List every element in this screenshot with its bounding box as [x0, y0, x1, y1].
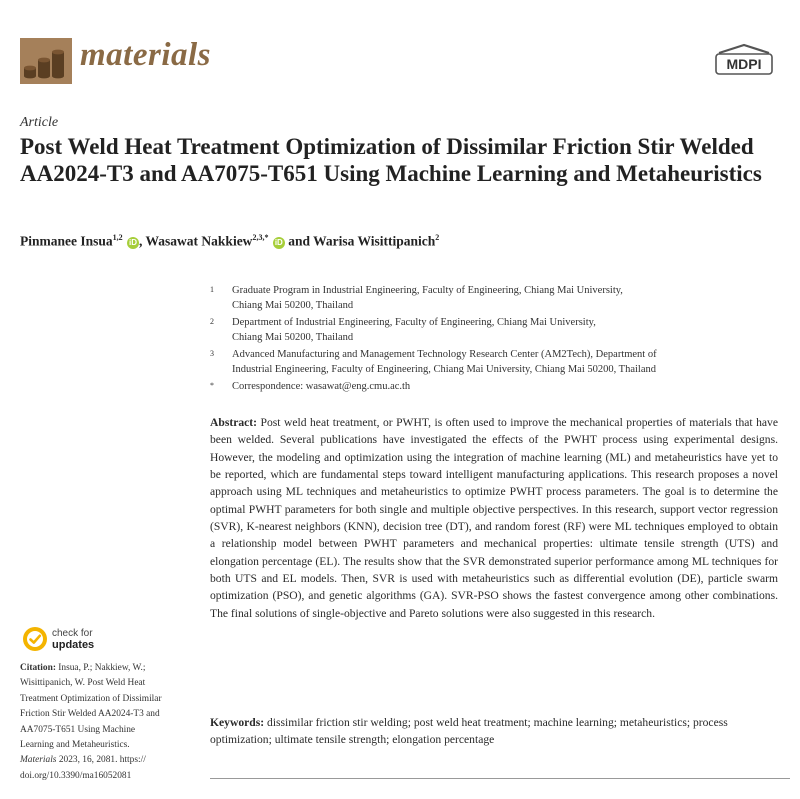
affiliation-text: Department of Industrial Engineering, Faculty of Engineering, Chiang Mai University,	[232, 317, 596, 328]
citation-line: AA7075-T651 Using Machine	[20, 724, 136, 735]
citation-label: Citation:	[20, 663, 56, 673]
author-affiliation-marks: 1,2	[112, 233, 123, 242]
keywords-label: Keywords:	[210, 716, 265, 729]
orcid-icon[interactable]: iD	[274, 237, 283, 247]
correspondence	[210, 379, 770, 394]
citation-line: Friction Stir Welded AA2024-T3 and	[20, 709, 160, 720]
check-updates-line1[interactable]: check for	[52, 628, 93, 639]
citation-line: Learning and Metaheuristics.	[20, 740, 130, 751]
affiliation-text: Graduate Program in Industrial Engineering, Faculty of Engineering, Chiang Mai University,	[232, 285, 623, 296]
author-affiliation-marks: 2,3,*	[252, 233, 269, 242]
author-name: Wasawat Nakkiew	[145, 233, 253, 249]
citation-line: Treatment Optimization of Dissimilar	[20, 693, 162, 704]
citation	[20, 661, 190, 784]
paper-title: Post Weld Heat Treatment Optimization of Dissimilar Friction Stir Welded AA2024-T3 and AA7075-T651 Using Machine Learning and Metaheuristics	[20, 134, 762, 186]
keywords	[210, 714, 778, 749]
affiliation-mark: 3	[210, 349, 214, 358]
author-affiliation-marks: 2	[435, 233, 440, 242]
check-updates-line2[interactable]: updates	[52, 639, 95, 651]
mdpi-logo-icon	[713, 43, 775, 77]
author-name: Pinmanee Insua	[20, 233, 113, 249]
citation-line	[20, 661, 190, 676]
author-name: Warisa Wisittipanich	[313, 233, 436, 249]
author-separator: ,	[139, 233, 146, 249]
affiliation-mark: 2	[210, 317, 214, 326]
affiliations	[210, 283, 770, 396]
author-list	[20, 233, 439, 250]
affiliation-item	[210, 315, 770, 345]
citation-doi-link[interactable]: doi.org/10.3390/ma16052081	[20, 770, 132, 781]
journal-name: materials	[80, 37, 212, 73]
orcid-icon[interactable]: iD	[129, 237, 138, 247]
check-for-updates-icon[interactable]	[22, 626, 48, 652]
divider	[210, 778, 790, 779]
citation-text: Insua, P.; Nakkiew, W.;	[58, 663, 146, 673]
citation-line	[20, 753, 190, 768]
abstract	[210, 414, 778, 622]
affiliation-text: Chiang Mai 50200, Thailand	[232, 332, 354, 343]
author-separator: and	[284, 233, 314, 249]
abstract-text: Post weld heat treatment, or PWHT, is often used to improve the mechanical properties of materials that have been welded. Several publications have investigated the effects of the PWHT process using experimental designs. However, the modeling and optimization using the integration of machine learning (ML) and metaheuristics have yet to be reported, which are fundamental steps toward intelligent manufacturing applications. This research proposes a novel approach using ML techniques and metaheuristics to optimize PWHT process parameters. The goal is to determine the optimal PWHT parameters for both single and multiple objective perspectives. In this research, support vector regression (SVR), K-nearest neighbors (KNN), decision tree (DT), and random forest (RF) were ML techniques employed to obtain a relationship model between PWHT parameters and mechanical properties: ultimate tensile strength (UTS) and elongation percentage (EL). The results show that the SVR demonstrated superior performance among ML techniques for both UTS and EL models. Then, SVR is used with metaheuristics such as differential evolution (DE), particle swarm optimization (PSO), and genetic algorithms (GA). SVR-PSO shows the fastest convergence among other combinations. The final solutions of single-objective and Pareto solutions were also suggested in this research.	[210, 416, 779, 620]
abstract-label: Abstract:	[210, 416, 258, 429]
affiliation-text: Chiang Mai 50200, Thailand	[232, 300, 354, 311]
affiliation-text: Advanced Manufacturing and Management Technology Research Center (AM2Tech), Department of	[232, 349, 657, 360]
keywords-text: dissimilar friction stir welding; post weld heat treatment; machine learning; metaheuristics; process optimization; ultimate tensile strength; elongation percentage	[210, 716, 728, 747]
affiliation-mark: 1	[210, 285, 214, 294]
publisher-name: MDPI	[726, 56, 762, 72]
citation-text: 2023, 16, 2081. https://	[58, 755, 146, 766]
affiliation-item	[210, 283, 770, 313]
citation-journal: Materials	[20, 755, 57, 766]
stacked-bars-logo-icon	[20, 38, 72, 84]
affiliation-mark: *	[210, 381, 214, 390]
affiliation-item	[210, 347, 770, 377]
correspondence-text[interactable]: Correspondence: wasawat@eng.cmu.ac.th	[232, 381, 411, 392]
citation-line: Wisittipanich, W. Post Weld Heat	[20, 678, 146, 689]
affiliation-text: Industrial Engineering, Faculty of Engineering, Chiang Mai University, Chiang Mai 50200, Thailand	[232, 364, 657, 375]
article-type: Article	[20, 115, 59, 130]
